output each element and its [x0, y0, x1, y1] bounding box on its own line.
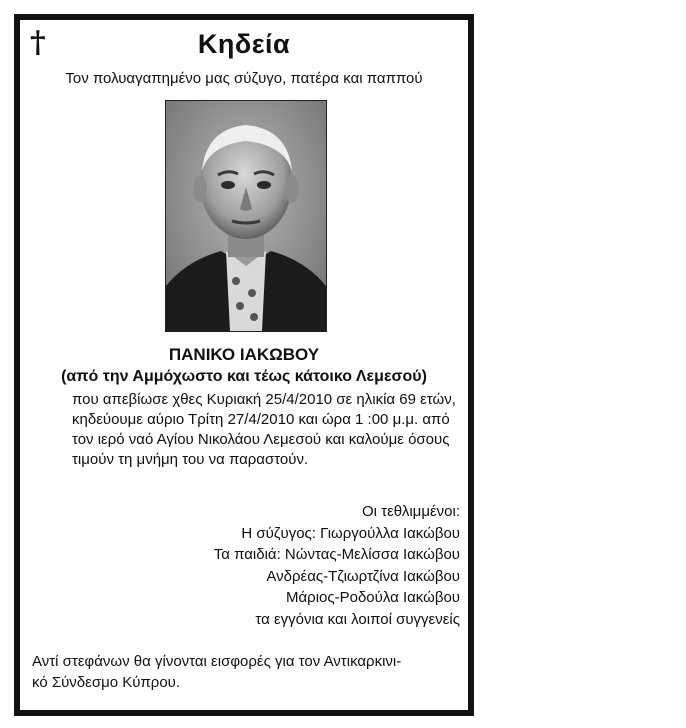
deceased-origin: (από την Αμμόχωστο και τέως κάτοικο Λεμεσού): [61, 368, 427, 385]
funeral-details-line: που απεβίωσε χθες Κυριακή 25/4/2010 σε ηλικία 69 ετών,: [72, 391, 456, 408]
mourner-entry: Τα παιδιά: Νώντας-Μελίσσα Ιακώβου: [213, 546, 460, 563]
deceased-name: ΠΑΝΙΚΟ ΙΑΚΩΒΟΥ: [168, 345, 320, 364]
mourners-list: [100, 501, 460, 630]
donation-note-line: Αντί στεφάνων θα γίνονται εισφορές για τον Αντικαρκινι-: [32, 653, 402, 670]
notice-title: Κηδεία: [197, 29, 291, 59]
cross-icon: †: [30, 25, 46, 60]
mourner-entry: τα εγγόνια και λοιποί συγγενείς: [255, 610, 460, 628]
portrait-photo: [165, 100, 327, 332]
obituary-notice: [14, 14, 474, 716]
mourner-entry: Η σύζυγος: Γιωργούλλα Ιακώβου: [241, 524, 460, 542]
mourner-entry: Ανδρέας-Τζιωρτζίνα Ιακώβου: [266, 567, 460, 585]
donation-note-line: κό Σύνδεσμο Κύπρου.: [32, 674, 181, 691]
mourner-entry: Μάριος-Ροδούλα Ιακώβου: [286, 589, 460, 606]
funeral-details-line: τιμούν τη μνήμη του να παραστούν.: [72, 451, 309, 468]
notice-subtitle: Τον πολυαγαπημένο μας σύζυγο, πατέρα και παππού: [65, 70, 423, 87]
funeral-details: [72, 390, 460, 470]
donation-note: [32, 651, 460, 693]
funeral-details-line: κηδεύουμε αύριο Τρίτη 27/4/2010 και ώρα 1 :00 μ.μ. από: [72, 411, 450, 428]
funeral-details-line: τον ιερό ναό Αγίου Νικολάου Λεμεσού και καλούμε όσους: [72, 431, 450, 448]
mourners-heading: Οι τεθλιμμένοι:: [362, 503, 460, 520]
